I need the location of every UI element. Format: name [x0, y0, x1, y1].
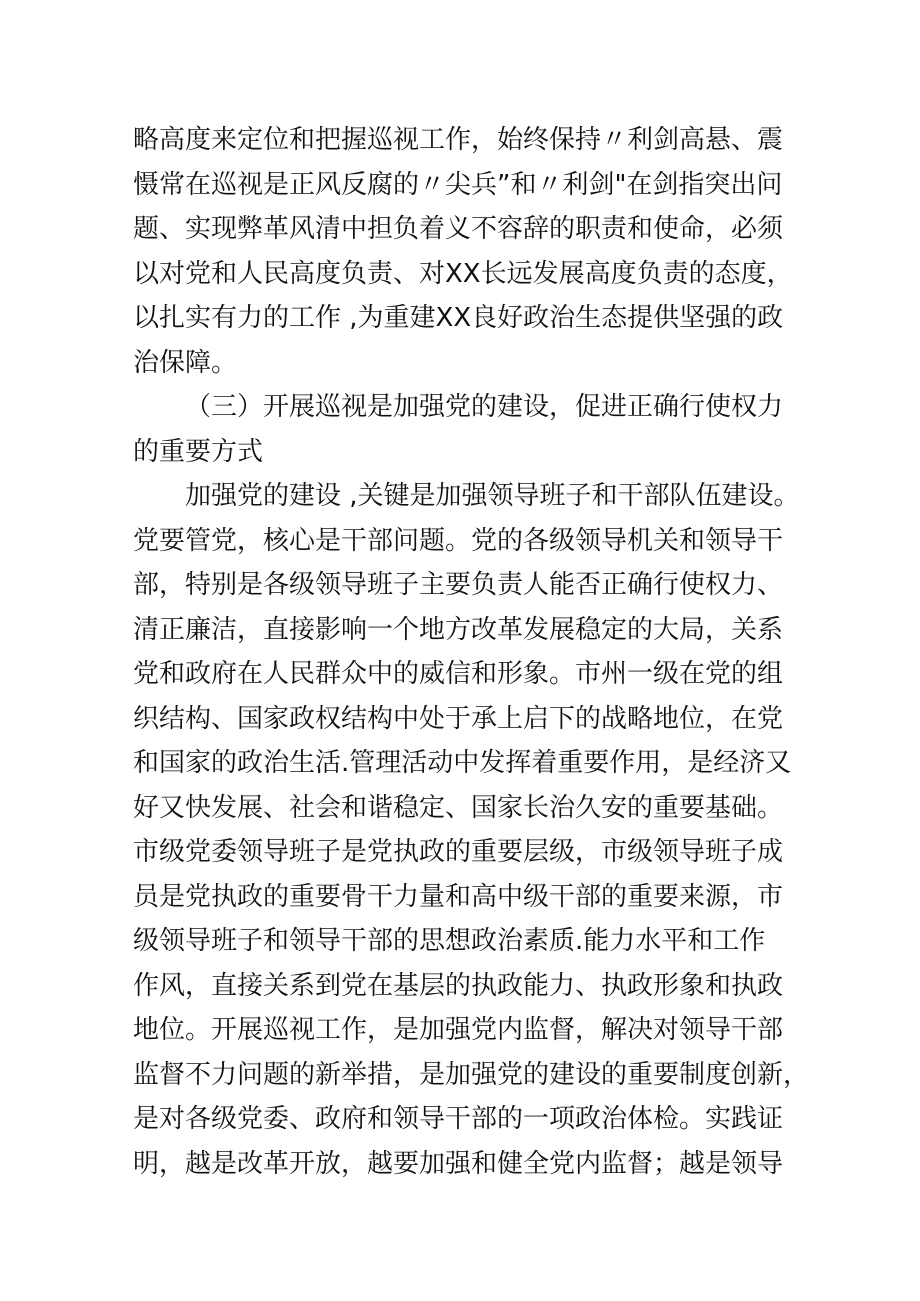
text-line: 党和政府在人民群众中的威信和形象。市州一级在党的组 [133, 659, 784, 689]
section-heading-line: （三）开展巡视是加强党的建设，促进正确行使权力 [185, 392, 784, 422]
text-line: 以对党和人民高度负责、对XX长远发展高度负责的态度， [133, 258, 793, 289]
text-line: 是对各级党委、政府和领导干部的一项政治体检。实践证 [133, 1104, 784, 1134]
text-line: 级领导班子和领导干部的思想政治素质.能力水平和工作 [133, 926, 766, 956]
text-line: 慑常在巡视是正风反腐的〃尖兵”和〃利剑"在剑指突出问 [133, 169, 783, 200]
text-line: 地位。开展巡视工作，是加强党内监督，解决对领导干部 [133, 1015, 784, 1045]
text-line: 好又快发展、社会和谐稳定、国家长治久安的重要基础。 [133, 792, 784, 823]
text-line: 织结构、国家政权结构中处于承上启下的战略地位，在党 [133, 703, 784, 734]
text-line: 党要管党，核心是干部问题。党的各级领导机关和领导干 [133, 525, 784, 556]
paragraph-first-line: 加强党的建设 ,关键是加强领导班子和干部队伍建设。 [185, 481, 800, 511]
text-line: 和国家的政治生活.管理活动中发挥着重要作用，是经济又 [133, 748, 792, 778]
document-body [133, 118, 810, 1186]
text-line: 略高度来定位和把握巡视工作，始终保持〃利剑高悬、震 [133, 125, 784, 155]
text-line: 题、实现弊革风清中担负着义不容辞的职责和使命，必须 [133, 214, 784, 244]
text-line: 市级党委领导班子是党执政的重要层级，市级领导班子成 [133, 837, 784, 867]
text-line: 明，越是改革开放，越要加强和健全党内监督；越是领导 [133, 1148, 784, 1179]
text-line: 监督不力问题的新举措，是加强党的建设的重要制度创新， [133, 1059, 810, 1090]
text-line: 以扎实有力的工作 ,为重建XX良好政治生态提供坚强的政 [133, 303, 784, 333]
section-heading-line: 的重要方式 [133, 436, 264, 467]
text-line: 治保障。 [133, 347, 238, 378]
text-line: 员是党执政的重要骨干力量和高中级干部的重要来源，市 [133, 881, 784, 912]
text-line: 部，特别是各级领导班子主要负责人能否正确行使权力、 [133, 570, 784, 600]
text-line: 清正廉洁，直接影响一个地方改革发展稳定的大局，关系 [133, 614, 784, 645]
text-line: 作风，直接关系到党在基层的执政能力、执政形象和执政 [133, 970, 784, 1001]
